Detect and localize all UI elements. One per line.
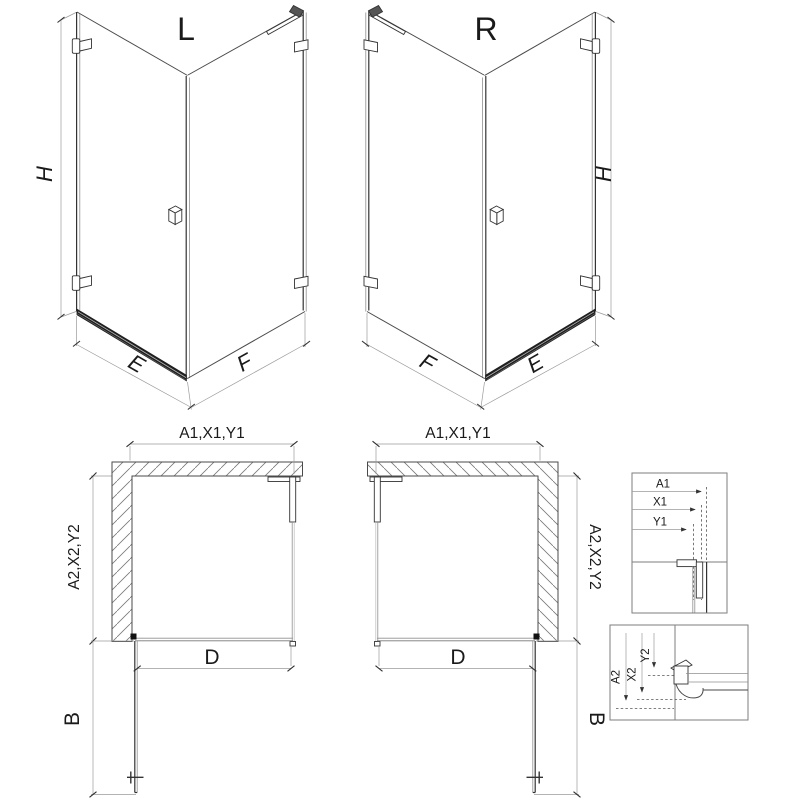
variant-label-left: L [177, 11, 195, 47]
iso-shape-right [362, 6, 615, 410]
side-width-label-left: F [232, 348, 257, 377]
detail-x1-label: X1 [652, 496, 668, 509]
plan-view-right [368, 425, 609, 797]
detail-a1-label: A1 [655, 478, 671, 491]
iso-view-left [32, 6, 310, 410]
detail-y1-label: Y1 [652, 516, 668, 529]
plan-shape-left [90, 441, 303, 797]
side-width-label-right: F [415, 348, 440, 377]
iso-shape-left [58, 6, 311, 410]
profile-section-bottom [671, 660, 748, 698]
height-label-left: H [32, 166, 57, 182]
plan-right-clear-width-label: D [450, 646, 466, 669]
detail-box-horizontal [632, 473, 727, 613]
plan-shape-right [368, 441, 581, 797]
height-label-right: H [591, 166, 616, 182]
door-width-label-left: E [124, 349, 150, 379]
door-width-label-right: E [522, 349, 548, 379]
detail-y2-label: Y2 [640, 648, 652, 663]
plan-left-side-dim-label: A2,X2,Y2 [66, 524, 83, 590]
variant-label-right: R [474, 11, 498, 47]
detail-x2-label: X2 [626, 667, 639, 682]
plan-left-clear-width-label: D [204, 646, 220, 669]
profile-section-top [632, 560, 727, 613]
plan-left-door-open-label: B [61, 711, 84, 727]
plan-right-top-dim-label: A1,X1,Y1 [425, 425, 491, 442]
detail-box-vertical [610, 625, 748, 720]
plan-right-side-dim-label: A2,X2,Y2 [586, 524, 603, 590]
detail-a2-label: A2 [610, 669, 623, 685]
plan-right-door-open-label: B [585, 711, 608, 727]
plan-view-left [61, 425, 303, 797]
plan-left-top-dim-label: A1,X1,Y1 [179, 425, 245, 442]
iso-view-right [362, 6, 616, 410]
